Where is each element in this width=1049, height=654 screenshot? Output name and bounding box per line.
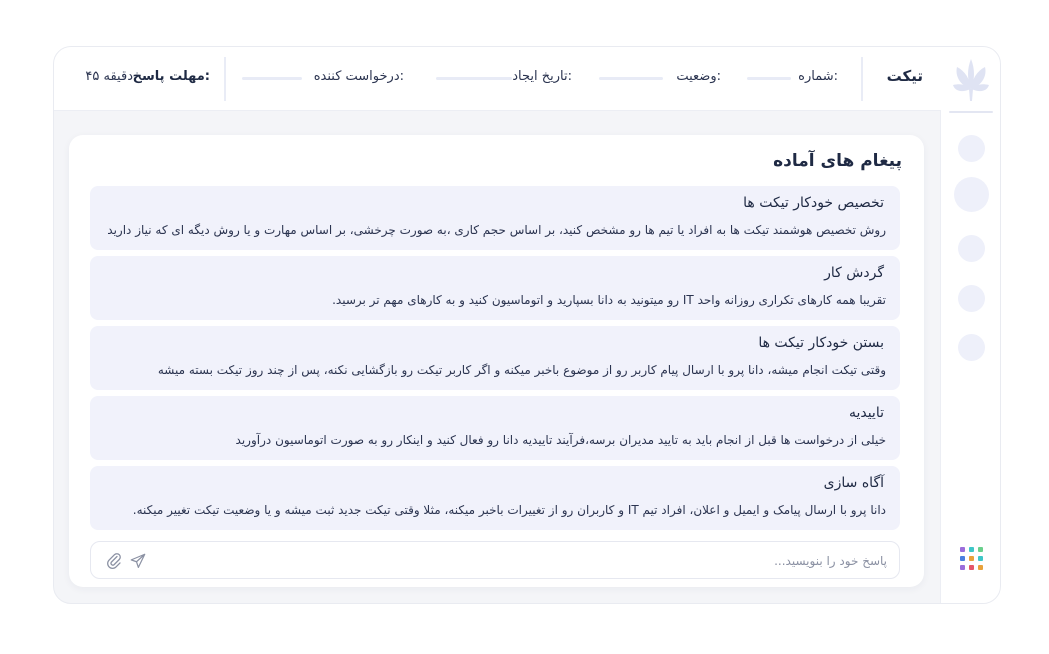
apps-grid-icon[interactable] (960, 547, 986, 573)
ticket-status-label: وضعیت: (676, 69, 721, 84)
rail-item-3[interactable] (958, 235, 985, 262)
page-title: تیکت (886, 67, 923, 85)
reply-box (90, 541, 900, 579)
card-title: پیغام های آماده (773, 151, 902, 171)
message-title: آگاه سازی (823, 475, 884, 491)
message-body: روش تخصیص هوشمند تیکت ها به افراد یا تیم ها رو مشخص کنید، بر اساس حجم کاری ،به صورت چرخشی، بر اساس مهارت و یا روش دیگه ای که نیاز دارید (107, 223, 886, 237)
response-deadline-label: مهلت پاسخ: (132, 69, 210, 84)
rail-item-2[interactable] (954, 177, 989, 212)
rail-item-5[interactable] (958, 334, 985, 361)
header-divider (224, 57, 226, 101)
message-title: گردش کار (824, 265, 884, 281)
ticket-header (54, 47, 941, 111)
icon-rail (940, 47, 1000, 603)
response-deadline-value: ۴۵ دقیقه (85, 69, 133, 84)
ticket-number-label: شماره: (798, 69, 838, 84)
message-title: بستن خودکار تیکت ها (758, 335, 884, 351)
canned-message-item[interactable] (90, 326, 900, 390)
message-title: تاییدیه (848, 405, 884, 421)
ticket-number-value (747, 77, 791, 80)
created-date-label: تاریخ ایجاد: (512, 69, 572, 84)
canned-messages-card (69, 135, 924, 587)
canned-message-item[interactable] (90, 466, 900, 530)
message-body: دانا پرو با ارسال پیامک و ایمیل و اعلان، افراد تیم IT و کاربران رو از تغییرات باخبر میکنه، مثلا وقتی تیکت جدید ثبت میشه و یا وضعیت تیکت تغییر میکنه. (132, 503, 886, 517)
rail-item-4[interactable] (958, 285, 985, 312)
canned-message-item[interactable] (90, 396, 900, 460)
canned-message-item[interactable] (90, 186, 900, 250)
message-body: وقتی تیکت انجام میشه، دانا پرو با ارسال پیام کاربر رو از موضوع باخبر میکنه و اگر کاربر تیکت رو بازگشایی نکنه، پس از چند روز تیکت بسته میشه (157, 363, 886, 377)
requester-value (242, 77, 302, 80)
message-body: تقریبا همه کارهای تکراری روزانه واحد IT رو میتونید به دانا بسپارید و اتوماسیون کنید و به کارهای مهم تر برسید. (332, 293, 886, 307)
reply-input[interactable] (187, 550, 887, 572)
send-icon[interactable] (129, 552, 147, 570)
message-title: تخصیص خودکار تیکت ها (743, 195, 884, 211)
rail-item-1[interactable] (958, 135, 985, 162)
header-divider (861, 57, 863, 101)
requester-label: درخواست کننده: (313, 69, 404, 84)
canned-message-item[interactable] (90, 256, 900, 320)
created-date-value (436, 77, 512, 80)
leaf-logo-icon[interactable] (951, 55, 991, 105)
app-window (53, 46, 1001, 604)
paperclip-icon[interactable] (105, 552, 123, 570)
message-body: خیلی از درخواست ها قبل از انجام باید به تایید مدیران برسه،فرآیند تاییدیه دانا رو فعال کنید و اینکار رو به صورت اتوماسیون درآورید (235, 433, 886, 447)
rail-divider (949, 111, 993, 113)
ticket-status-value (599, 77, 663, 80)
